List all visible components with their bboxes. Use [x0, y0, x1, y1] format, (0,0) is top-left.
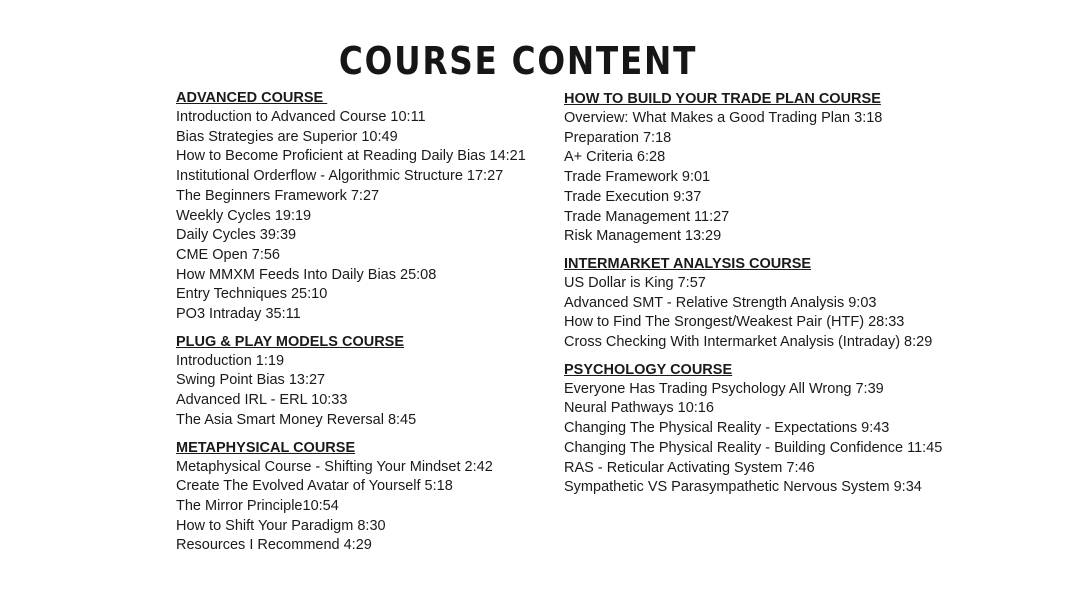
- section-heading: HOW TO BUILD YOUR TRADE PLAN COURSE: [564, 91, 881, 107]
- lesson-item: How to Find The Srongest/Weakest Pair (HTF) 28:33: [564, 314, 905, 331]
- course-section-psychology-course: [564, 360, 984, 498]
- page-title: COURSE CONTENT: [338, 39, 698, 83]
- lesson-item: Weekly Cycles 19:19: [176, 207, 312, 224]
- course-section-intermarket-analysis-course: [564, 254, 984, 353]
- lesson-item: CME Open 7:56: [176, 246, 280, 263]
- lesson-item: Introduction 1:19: [176, 352, 285, 369]
- lesson-item: Changing The Physical Reality - Building Confidence 11:45: [564, 439, 943, 456]
- lesson-item: Trade Management 11:27: [564, 208, 730, 225]
- lesson-item: Advanced SMT - Relative Strength Analysis 9:03: [564, 294, 877, 311]
- lesson-item: How to Shift Your Paradigm 8:30: [176, 517, 386, 534]
- section-heading: PSYCHOLOGY COURSE: [564, 361, 733, 378]
- lesson-item: Advanced IRL - ERL 10:33: [176, 392, 348, 409]
- lesson-item: The Beginners Framework 7:27: [176, 187, 380, 204]
- lesson-item: Entry Techniques 25:10: [176, 286, 328, 303]
- lesson-item: Institutional Orderflow - Algorithmic Structure 17:27: [176, 168, 504, 185]
- course-section-advanced-course: [176, 88, 556, 325]
- lesson-item: Create The Evolved Avatar of Yourself 5:18: [176, 478, 453, 495]
- left-course-column: [176, 88, 556, 563]
- lesson-item: Cross Checking With Intermarket Analysis (Intraday) 8:29: [564, 334, 933, 351]
- lesson-item: Overview: What Makes a Good Trading Plan 3:18: [564, 110, 883, 126]
- section-heading: INTERMARKET ANALYSIS COURSE: [564, 255, 812, 272]
- lesson-item: Everyone Has Trading Psychology All Wrong 7:39: [564, 380, 884, 397]
- section-heading: ADVANCED COURSE: [176, 90, 328, 106]
- lesson-item: Sympathetic VS Parasympathetic Nervous System 9:34: [564, 479, 922, 496]
- lesson-item: Trade Execution 9:37: [564, 188, 702, 205]
- lesson-item: The Mirror Principle10:54: [176, 497, 339, 514]
- section-heading: PLUG & PLAY MODELS COURSE: [176, 333, 405, 350]
- lesson-item: Bias Strategies are Superior 10:49: [176, 128, 398, 145]
- course-section-metaphysical-course: [176, 438, 556, 557]
- lesson-item: Trade Framework 9:01: [564, 169, 711, 186]
- lesson-item: Swing Point Bias 13:27: [176, 372, 326, 389]
- lesson-item: Changing The Physical Reality - Expectations 9:43: [564, 420, 890, 437]
- lesson-item: Resources I Recommend 4:29: [176, 537, 372, 554]
- section-heading: METAPHYSICAL COURSE: [176, 439, 356, 456]
- lesson-item: Metaphysical Course - Shifting Your Mindset 2:42: [176, 458, 493, 475]
- lesson-item: US Dollar is King 7:57: [564, 274, 706, 291]
- lesson-item: Introduction to Advanced Course 10:11: [176, 109, 426, 125]
- right-course-column: [564, 88, 984, 505]
- lesson-item: Daily Cycles 39:39: [176, 227, 297, 244]
- lesson-item: PO3 Intraday 35:11: [176, 306, 301, 323]
- lesson-item: The Asia Smart Money Reversal 8:45: [176, 411, 417, 428]
- lesson-item: A+ Criteria 6:28: [564, 149, 666, 166]
- lesson-item: Risk Management 13:29: [564, 228, 722, 245]
- lesson-item: How to Become Proficient at Reading Daily Bias 14:21: [176, 148, 526, 165]
- lesson-item: Neural Pathways 10:16: [564, 400, 714, 417]
- lesson-item: How MMXM Feeds Into Daily Bias 25:08: [176, 266, 437, 283]
- course-section-plug-play-models-course: [176, 332, 556, 431]
- lesson-item: Preparation 7:18: [564, 129, 672, 146]
- lesson-item: RAS - Reticular Activating System 7:46: [564, 459, 815, 476]
- course-section-how-to-build-your-trade-plan-course: [564, 89, 984, 247]
